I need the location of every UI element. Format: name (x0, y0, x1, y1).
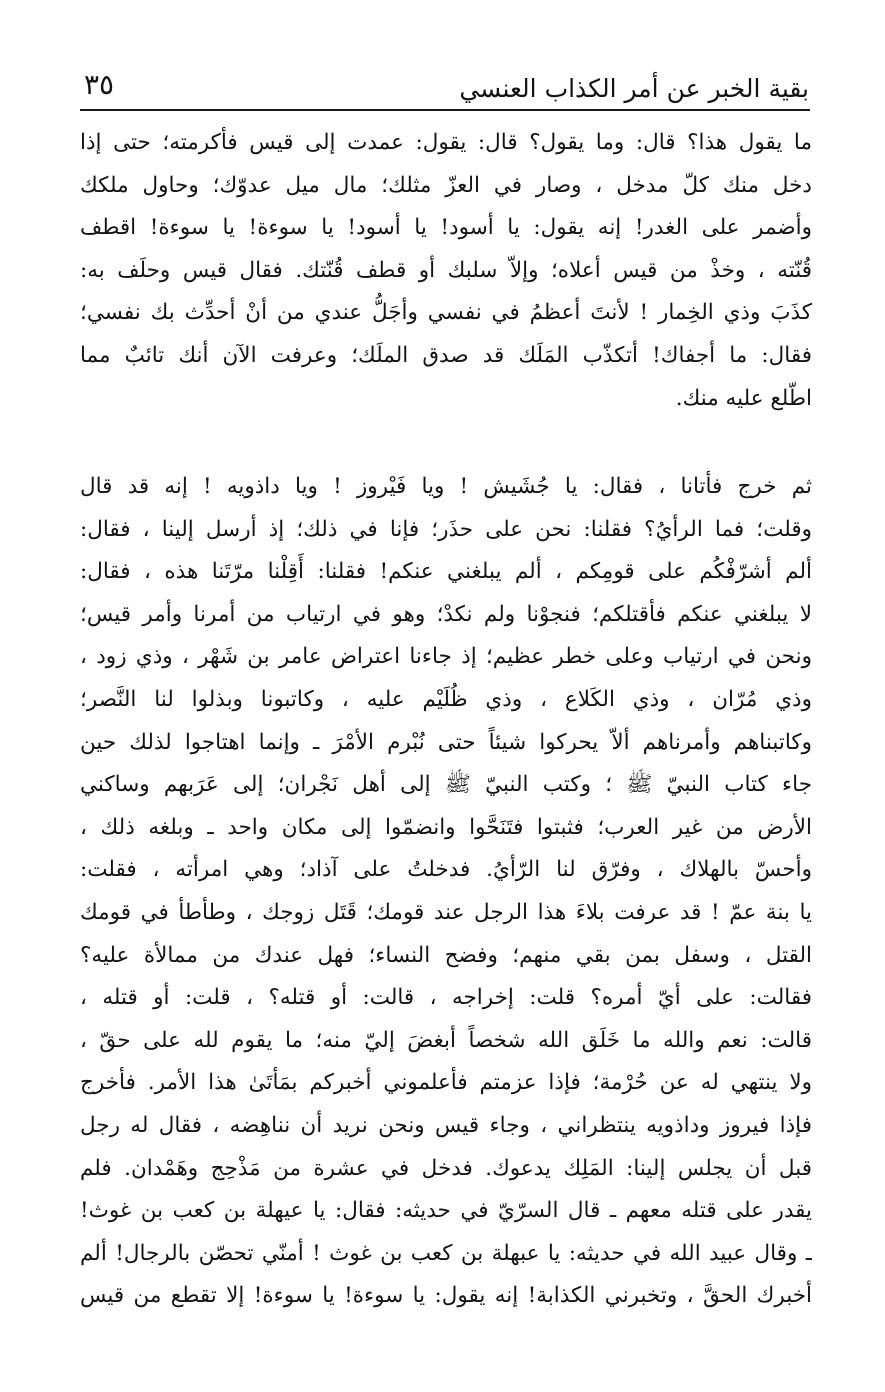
text-line: ألم أشرّفْكُم على قومِكم ، ألم يبلغني عنكم! فقلنا: أَقِلْنا مرّتَنا هذه ، فقال: (80, 559, 812, 585)
text-line: ولا ينتهي له عن حُرْمة؛ فإذا عزمتم فأعلموني أخبركم بمَأتَىٰ هذا الأمر. فأخرج (80, 1070, 812, 1096)
text-line: يا بنة عمّ ! قد عرفت بلاءَ هذا الرجل عند قومك؛ قَتَل زوجك ، وطأطأ في قومك (80, 899, 812, 925)
header-rule (80, 109, 810, 111)
text-line: يقدر على قتله معهم ـ قال السرّيّ في حديثه: فقال: يا عيهلة بن كعب بن غوث! (80, 1198, 812, 1224)
text-line: فإذا فيروز وداذويه ينتظراني ، وجاء قيس ونحن نريد أن نناهِضه ، فقال له رجل (80, 1112, 812, 1138)
text-line: قُنّته ، وخذْ من قيس أعلاه؛ وإلاّ سلبك أو قطف قُنّتك. فقال قيس وحلَف به: (80, 257, 812, 283)
text-line: ثم خرج فأتانا ، فقال: يا جُشَيش ! ويا فَيْروز ! ويا داذويه ! إنه قد قال (80, 474, 812, 499)
text-line: قالت: نعم والله ما خَلَق الله شخصاً أبغضَ إليّ منه؛ ما يقوم لله على حقّ ، (80, 1027, 812, 1053)
text-line: القتل ، وسفل بمن بقي منهم؛ وفضح النساء؛ فهل عندك من ممالأة عليه؟ (80, 942, 812, 968)
page-number: ٣٥ (84, 68, 115, 101)
text-line: فقالت: على أيّ أمره؟ قلت: إخراجه ، قالت: أو قتله؟ ، قلت: أو قتله ، (80, 985, 812, 1011)
text-line: جاء كتاب النبيّ ﷺ ؛ وكتب النبيّ ﷺ إلى أهل نَجْران؛ إلى عَرَبهم وساكني (80, 772, 812, 798)
text-line: قبل أن يجلس إلينا: المَلِك يدعوك. فدخل في عشرة من مَذْحِج وهَمْدان. فلم (80, 1155, 812, 1181)
text-line: وأحسّ بالهلاك ، وفرّق لنا الرّأيُ. فدخلتُ على آذاد؛ وهي امرأته ، فقلت: (80, 857, 812, 883)
text-line: الأرض من غير العرب؛ فثبتوا فتَنَحَّوا وانضمّوا إلى مكان واحد ـ وبلغه ذلك ، (80, 814, 812, 840)
text-line: وأضمر على الغدر! إنه يقول: يا أسود! يا أسود! يا سوءة! يا سوءة! اقطف (80, 215, 812, 241)
text-line: ـ وقال عبيد الله في حديثه: يا عبهلة بن كعب بن غوث ! أمنّي تحصّن بالرجال! ألم (80, 1240, 812, 1266)
text-line: وذي مُرّان ، وذي الكَلاع ، وذي ظُلَيْم عليه ، وكاتبونا وبذلوا لنا النَّصر؛ (80, 686, 812, 712)
text-line: وكاتبناهم وأمرناهم ألاّ يحركوا شيئاً حتى نُبْرم الأمْرَ ـ وإنما اهتاجوا لذلك حين (80, 729, 812, 755)
text-line: فقال: ما أجفاك! أتكذّب المَلَك قد صدق الملَك؛ وعرفت الآن أنك تائبٌ مما (80, 342, 812, 368)
text-line: دخل منك كلّ مدخل ، وصار في العزّ مثلك؛ مال ميل عدوّك؛ وحاول ملكك (80, 172, 812, 198)
paragraph-2 (80, 466, 812, 1318)
text-line: ما يقول هذا؟ قال: وما يقول؟ قال: يقول: عمدت إلى قيس فأكرمته؛ حتى إذا (80, 130, 812, 155)
text-line: ونحن في ارتياب وعلى خطر عظيم؛ إذ جاءنا اعتراض عامر بن شَهْر ، وذي زود ، (80, 644, 812, 670)
text-line: أخبرك الحقَّ ، وتخبرني الكذابة! إنه يقول: يا سوءة! يا سوءة! إلا تقطع من قيس (80, 1283, 812, 1309)
page-header (82, 68, 809, 108)
text-line: لا يبلغني عنكم فأقتلكم؛ فنجوْنا ولم نكدْ؛ وهو في ارتياب من أمرنا وأمر قيس؛ (80, 601, 812, 627)
text-line: كذَبَ وذي الخِمار ! لأنتَ أعظمُ في نفسي وأجَلُّ عندي من أنْ أحدِّث بك نفسي؛ (80, 300, 812, 326)
text-line: وقلت؛ فما الرأيُ؟ فقلنا: نحن على حذَر؛ فإنا في ذلك؛ إذ أرسل إلينا ، فقال: (80, 516, 812, 542)
paragraph-1 (80, 122, 812, 420)
running-title: بقية الخبر عن أمر الكذاب العنسي (459, 74, 809, 103)
text-line: اطّلع عليه منك. (675, 385, 812, 411)
